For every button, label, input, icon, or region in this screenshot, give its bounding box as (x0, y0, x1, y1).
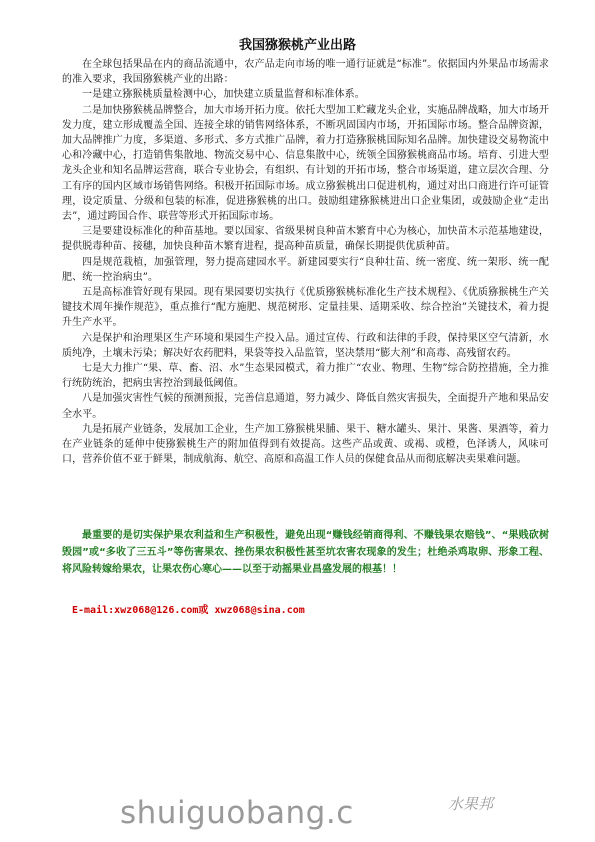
paragraph-point-4: 四是规范栽植，加强管理，努力提高建园水平。新建园要实行“良种壮苗、统一密度、统一架形、统一配肥、统一控治病虫”。 (62, 256, 549, 283)
paragraph-intro: 在全球包括果品在内的商品流通中，农产品走向市场的唯一通行证就是“标准”。依据国内外果品市场需求的准入要求，我国猕猴桃产业的出路： (62, 59, 549, 86)
paragraph-point-1: 一是建立猕猴桃质量检测中心，加快建立质量监督和标准体系。 (82, 89, 365, 101)
paragraph-point-6: 六是保护和治理果区生产环境和果园生产投入品。通过宣传、行政和法律的手段，保持果区空气清新，水质纯净，土壤未污染；解决好农药肥料，果袋等投入品监管，坚决禁用“膨大剂”和高毒、高残留农药。 (62, 332, 549, 359)
watermark-latin-text: shuiguobang.c (120, 795, 354, 831)
paragraph-point-7: 七是大力推广“果、草、畜、沼、水”生态果园模式，着力推广“农业、物理、生物”综合防控措施，全力推行统防统治，把病虫害控治到最低阈值。 (62, 363, 549, 390)
paragraph-point-3: 三是要建设标准化的种苗基地。要以国家、省级果树良种苗木繁育中心为核心，加快苗木示范基地建设，提供脱毒种苗、接穗，加快良种苗木繁育进程，提高种苗质量，确保长期提供优质种苗。 (62, 226, 549, 253)
paragraph-point-8: 八是加强灾害性气候的预测预报，完善信息通道，努力减少、降低自然灾害损失，全面提升产地和果品安全水平。 (62, 393, 549, 420)
contact-email-line[interactable]: E-mail:xwz068@126.com或 xwz068@sina.com (72, 605, 305, 616)
article-body (62, 57, 549, 467)
paragraph-point-5: 五是高标准管好现有果园。现有果园要切实执行《优质猕猴桃标准化生产技术规程》、《优质猕猴桃生产关键技术周年操作规范》，重点推行“配方施肥、规范树形、定量挂果、适期采收、综合控治”关键技术，着力提升生产水平。 (62, 287, 549, 329)
page-title: 我国猕猴桃产业出路 (238, 38, 356, 53)
paragraph-point-9: 九是拓展产业链条，发展加工企业，生产加工猕猴桃果脯、果干、糖水罐头、果汁、果酱、果酒等，着力在产业链条的延伸中使猕猴桃生产的附加值得到有效提高。这些产品或黄、或褐、或橙，色泽诱人，风味可口，营养价值不亚于鲜果，制成航海、航空、高原和高温工作人员的保健食品从而彻底解决卖果难问题。 (62, 423, 549, 466)
closing-note: 最重要的是切实保护果农利益和生产积极性，避免出现“赚钱经销商得利、不赚钱果农赔钱”、“果贱砍树毁园”或“多收了三五斗”等伤害果农、挫伤果农积极性甚至坑农害农现象的发生；杜绝杀鸡取卵、形象工程、将风险转嫁给果农，让果农伤心寒心——以至于动摇果业昌盛发展的根基！！ (62, 530, 549, 575)
paragraph-point-2: 二是加快猕猴桃品牌整合，加大市场开拓力度。依托大型加工贮藏龙头企业，实施品牌战略，加大市场开发力度，建立形成覆盖全国、连接全球的销售网络体系，不断巩固国内市场，开拓国际市场。整合品牌资源，加大品牌推广力度，多渠道、多形式、多方式推广品牌，着力打造猕猴桃国际知名品牌。加快建设交易物流中心和冷藏中心，打造销售集散地、物流交易中心、信息集散中心，统领全国猕猴桃商品市场。培育、引进大型龙头企业和知名品牌运营商，联合专业协会，有组织、有计划的开拓市场，整合市场渠道，建立层次合理、分工有序的国内区域市场销售网络。积极开拓国际市场。成立猕猴桃出口促进机构，通过对出口商进行许可证管理，设定质量、分级和包装的标准，促进猕猴桃的出口。鼓励组建猕猴桃进出口企业集团，或鼓励企业“走出去”，通过跨国合作、联营等形式开拓国际市场。 (62, 104, 549, 223)
site-watermark (120, 793, 590, 839)
watermark-cjk-text: 水果邦 (448, 795, 494, 813)
